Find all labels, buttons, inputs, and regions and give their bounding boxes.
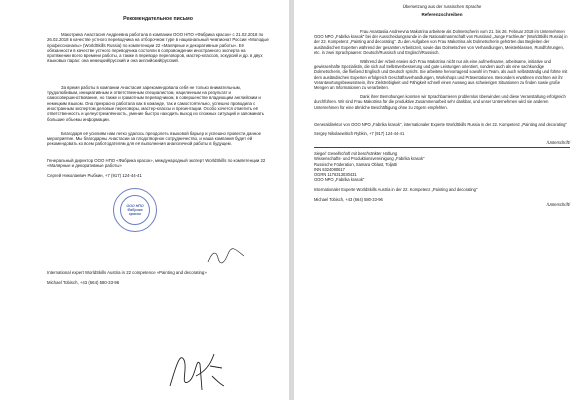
expert-line: International expert WorldSkills Austria in 22 competence «Painting and decorating» (47, 269, 207, 275)
seal-line-4: INN 6324080617 (314, 166, 345, 172)
letter-title: Рекомендательное письмо (123, 16, 193, 22)
stamp-line-2: Фабрика (127, 207, 143, 212)
translation-expert-name: Michael Tobisch, +43 (664) 580-33-96 (314, 196, 383, 202)
stamp-line-1: ООО НПО (126, 203, 144, 208)
expert-name: Michael Tobisch, +43 (664) 580-33-96 (47, 279, 120, 285)
translation-paragraph-1: Frau Anastasiia Andreevna Makotrina arbeitete als Dolmetscherin vom 21. bis 26. Februar 2018 im Unternehmen OOO NPO „Fabrika krasok" bei der Ausscheidungsrunde in die Nationalmannschaft von Russland „Junge Fachleute" (WorldSkills Russia) in der 22. Kompetenz „Painting and decorating". Zu den Aufgaben von Frau Makotrina als Dolmetscherin gehörten das Begleiten der ausländischen Experten während der gesamten Arbeitszeit, sowie das Dolmetschen von Verhandlungen, Meisterklassen, Rundführungen, etc. in zwei Sprachpaaren: Deutsch/Russisch und Englisch/Russisch. (314, 29, 568, 55)
company-stamp (113, 188, 157, 232)
stamp-inner-ring (120, 195, 150, 225)
seal-line-5: OGRN 1176313030431 (314, 172, 357, 178)
seal-line-3: Russische Föderation, Samara Oblast, Toljatti (314, 161, 397, 167)
letter-paragraph-2: За время работы в компании Анастасия зарекомендовала себя не только внимательным, трудолюбивым, инициативным и ответственным специалистом, нацеленным на результат и самосовершенствование, но также и грамотным переводчиком, в совершенстве владеющим английским и немецким языком. Она прекрасно работала как в команде, так и самостоятельно, успешно проводила с иностранным экспертом деловые переговоры, мастер-классы и презентации. Особо хочется отметить её ответственность и целеустремлённость, умение быстро находить выход из сложных ситуаций и запоминать большие объемы информации. (47, 84, 264, 122)
translation-paragraph-3: Dank ihrer Bemühungen konnten wir Sprachbarrieren problemlos überwinden und diese Veranstaltung erfolgreich durchführen. Wir sind Frau Makotrina für die produktive Zusammenarbeit sehr dankbar, und unser Unternehmen wird sie anderen Unternehmen für eine ähnliche Beschäftigung ohne zu zögern empfehlen. (314, 94, 566, 110)
signature-note-2: /Unterschrift/ (546, 201, 570, 207)
translation-expert-line: Internationaler Experte WorldSkills Austria in der 22. Kompetenz „Painting and decorating" (314, 187, 478, 193)
translation-paragraph-2: Während der Arbeit erwies sich Frau Makotrina nicht nur als eine aufmerksame, arbeitsame, initiative und gewissenhafte Spezialistin, die sich auf Selbstverbesserung und gute Leistungen orientiert, sondern auch als eine sachkundige Dolmetscherin, die fließend Englisch und Deutsch spricht. Sie arbeitete hervorragend sowohl im Team, als auch selbstständig und führte mit dem ausländischen Experten erfolgreich Geschäftsverhandlungen, Workshops und Präsentationen. Besonders erwähnen möchten wir ihr Verantwortungsbewusstsein, ihre Zielstrebigkeit und Fähigkeit schnell einen Ausweg aus schwierigen Situationen zu finden sowie große Mengen an Informationen zu verarbeiten. (314, 59, 568, 91)
seal-line-1: Siegel: Gesellschaft mit beschränkter Haftung (314, 151, 398, 157)
translation-header: Übersetzung aus der russischen Sprache (402, 4, 482, 9)
translation-title: Referenzschreiben (421, 12, 463, 17)
seal-line-2: Wissenschafts- und Produktionsvereinigung „Fabrika krasok" (314, 156, 425, 162)
translation-signatory-name: Sergey Nikolaewitsch Rybkin, +7 (917) 124-44-41 (314, 131, 405, 137)
original-letter-page (0, 0, 289, 400)
letter-paragraph-3: Благодаря её усилиям нам легко удалось преодолеть языковой барьер и успешно провести данное мероприятие. Мы благодарны Анастасии за плодотворное сотрудничество, и наша компания будет ей рекомендовать ко всем работодателям для её выполнения аналогичной работы в будущем. (47, 130, 261, 147)
signatory-title: Генеральный директор ООО НПО «Фабрика красок», международный эксперт WorldSkills по компетенции 22 «Малярные и декоративные работы» (47, 157, 266, 169)
seal-line-6: OOO NPO „Fabrika krasok" (314, 177, 365, 183)
director-signature (206, 248, 246, 266)
stamp-line-3: красок (128, 211, 142, 216)
expert-signature (166, 346, 226, 394)
letter-paragraph-1: Макотрина Анастасия Андреевна работала в компании ООО НПО «Фабрика красок» с 21.02.2018 по 26.02.2018 в качестве устного переводчика на отборочном туре в национальный чемпионат России «Молодые профессионалы» (WorldSkills Russia) по компетенции 22 «Малярные и декоративные работы». Её обязанности в качестве устного переводчика состояли в сопровождении иностранного эксперта на протяжении всего времени работы, а также в переводе переговоров, мастер-классов, эскурсий и др. в двух языковых парах: она немецкий/русский и она английский/русский. (47, 32, 269, 64)
signatory-name: Сергей Николаевич Рыбкин, +7 (917) 124-44-41 (47, 173, 142, 179)
signature-note-1: /Unterschrift/ (546, 140, 570, 146)
separator-line (314, 147, 570, 148)
translation-page (294, 0, 584, 400)
translation-signatory-title: Generaldirektor von OOO NPO „Fabrika krasok", internationaler Experte WorldSkills Russia in der 22. Kompetenz „Painting and decorating" (314, 121, 567, 127)
